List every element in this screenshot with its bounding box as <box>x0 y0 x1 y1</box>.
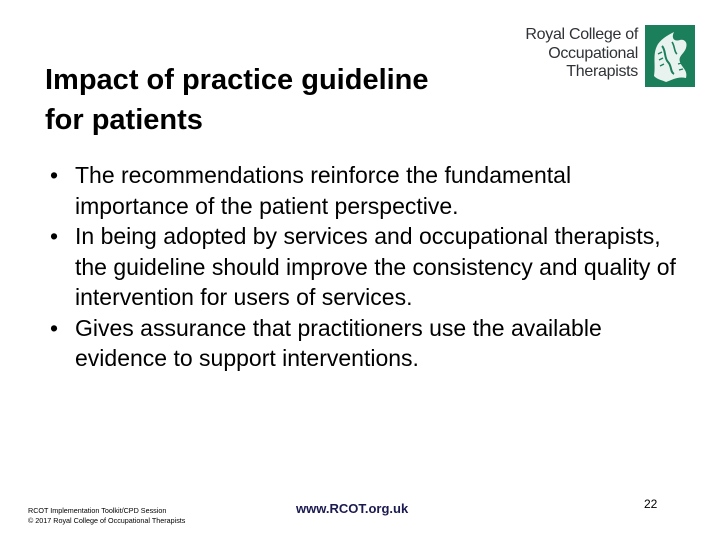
footer-credits <box>28 506 185 526</box>
logo-wordmark <box>525 26 638 82</box>
bullet-item <box>50 221 680 313</box>
bullet-text: The recommendations reinforce the fundamental importance of the patient perspective. <box>75 162 572 219</box>
bullet-marker: • <box>50 314 59 341</box>
bullet-text: Gives assurance that practitioners use the available evidence to support interventions. <box>75 314 602 371</box>
slide-title <box>45 60 525 140</box>
page-number: 22 <box>644 497 658 511</box>
bullet-list <box>50 160 680 374</box>
footer-url-link[interactable]: www.RCOT.org.uk <box>296 501 409 516</box>
logo-line-2: Occupational <box>548 44 638 62</box>
logo-line-1: Royal College of <box>525 26 638 43</box>
bullet-item <box>50 160 680 221</box>
footer-line-2: © 2017 Royal College of Occupational Therapists <box>28 516 186 525</box>
bullet-marker: • <box>50 162 59 188</box>
bullet-text: In being adopted by services and occupational therapists, the guideline should improve the consistency and quality of intervention for users of services. <box>75 223 676 310</box>
rcot-logo <box>524 24 696 88</box>
title-line-2: for patients <box>45 104 203 136</box>
rcot-emblem-icon <box>644 24 696 88</box>
bullet-item <box>50 313 680 374</box>
logo-line-3: Therapists <box>566 63 638 80</box>
title-line-1: Impact of practice guideline <box>45 64 429 96</box>
bullet-marker: • <box>50 223 59 249</box>
footer-line-1: RCOT Implementation Toolkit/CPD Session <box>28 506 167 515</box>
